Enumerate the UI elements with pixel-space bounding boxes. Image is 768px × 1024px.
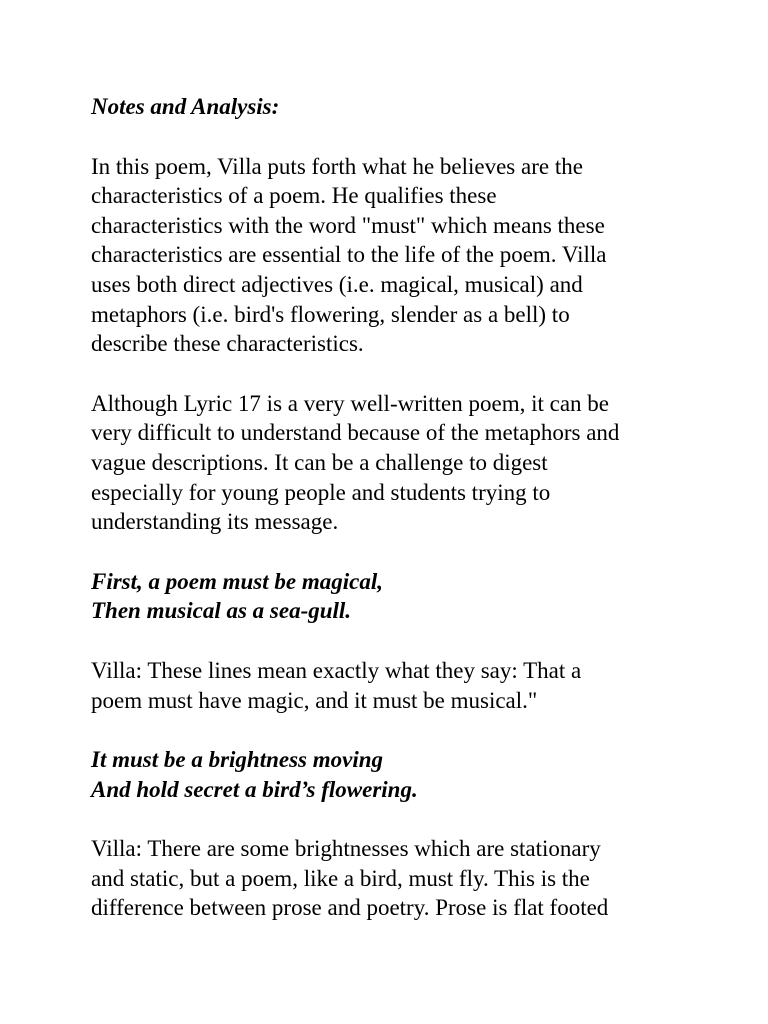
text-line: vague descriptions. It can be a challenge to digest xyxy=(91,449,548,475)
difficulty-paragraph xyxy=(91,389,731,537)
text-line: characteristics of a poem. He qualifies these xyxy=(91,183,497,209)
text-line: characteristics with the word "must" which means these xyxy=(91,212,605,238)
text-line: Villa: There are some brightnesses which are stationary xyxy=(91,836,601,862)
verse-line: First, a poem must be magical, xyxy=(91,568,383,594)
text-line: and static, but a poem, like a bird, must fly. This is the xyxy=(91,865,590,891)
text-line: In this poem, Villa puts forth what he believes are the xyxy=(91,153,583,179)
verse-quote-2 xyxy=(91,745,731,804)
verse-line: And hold secret a bird’s flowering. xyxy=(91,776,418,802)
text-line: very difficult to understand because of the metaphors and xyxy=(91,420,620,446)
document-page xyxy=(91,92,731,953)
text-line: poem must have magic, and it must be musical." xyxy=(91,687,538,713)
intro-paragraph xyxy=(91,152,731,359)
text-line: metaphors (i.e. bird's flowering, slender as a bell) to xyxy=(91,301,570,327)
text-line: Villa: These lines mean exactly what they say: That a xyxy=(91,657,582,683)
text-line: Although Lyric 17 is a very well-written poem, it can be xyxy=(91,390,610,416)
text-line: uses both direct adjectives (i.e. magical, musical) and xyxy=(91,271,583,297)
commentary-paragraph-1 xyxy=(91,656,731,715)
text-line: understanding its message. xyxy=(91,509,339,535)
verse-line: Then musical as a sea-gull. xyxy=(91,598,352,624)
text-line: describe these characteristics. xyxy=(91,331,364,357)
text-line: characteristics are essential to the life of the poem. Villa xyxy=(91,242,607,268)
text-line: difference between prose and poetry. Prose is flat footed xyxy=(91,895,609,921)
verse-quote-1 xyxy=(91,567,731,626)
commentary-paragraph-2 xyxy=(91,834,731,923)
verse-line: It must be a brightness moving xyxy=(91,747,384,773)
section-heading: Notes and Analysis: xyxy=(91,94,280,119)
text-line: especially for young people and students trying to xyxy=(91,479,551,505)
